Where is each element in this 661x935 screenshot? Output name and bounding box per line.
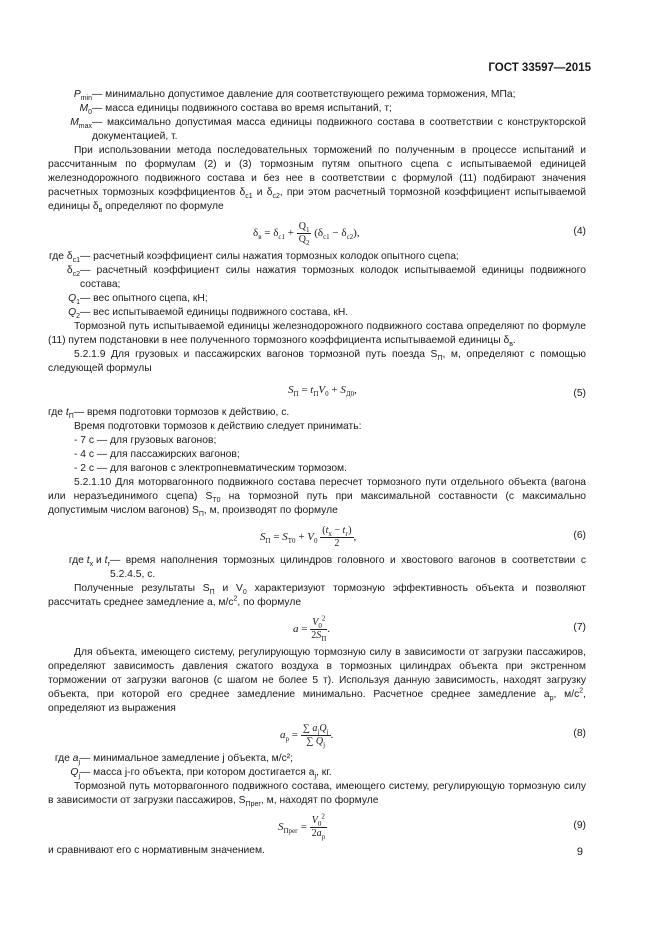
def-q2: $Q_2$ — вес испытываемой единицы подвижного состава, кН. xyxy=(68,307,349,321)
equation-7: a = $V_0^2$ $2S_П$ . (7) xyxy=(293,614,586,643)
paragraph-brake-path: Тормозной путь испытываемой единицы железнодорожного подвижного состава определяют по формуле (11) путем подстановки в нее полученного тормозного коэффициента испытываемой единицы $\delta_в$. xyxy=(48,321,586,349)
paragraph-mvps-path: Тормозной путь моторвагонного подвижного состава, имеющего систему, регулирующую тормозную силу в зависимости от загрузки пассажиров, $S_{Прег}$, м, находят по формуле xyxy=(48,781,586,809)
def-aj: где $a_j$ — минимальное замедление j объекта, м/с²; xyxy=(54,753,294,767)
def-p-min: $P_{min}$ — минимально допустимое давление для соответствующего режима торможения, МПа; xyxy=(73,89,516,103)
equation-number: (4) xyxy=(573,226,586,237)
paragraph-5-2-1-10: 5.2.1.10 Для моторвагонного подвижного состава пересчет тормозного пути отдельного объекта (вагона или неразъединимого сцепа) $S_{Т0}$ на тормозной путь при максимальной составности (с максимально допустимым числом вагонов) $S_П$, м, производят по формуле xyxy=(48,477,587,519)
equation-number: (6) xyxy=(573,530,586,541)
equation-8: $a_р$ = ∑ $a_jQ_j$ ∑ $Q_j$ . (8) xyxy=(280,723,586,749)
def-tx-tg: где $t_х$ и $t_г$ — время наполнения тормозных цилиндров головного и хвостового вагонов в соответствии с 5.2.4.5, с. xyxy=(68,555,586,580)
paragraph-load-system: Для объекта, имеющего систему, регулирующую тормозную силу в зависимости от загрузки пассажиров, определяют зависимость давления сжатого воздуха в тормозных цилиндрах объекта при экстренном торможении от загрузки вагонов (с шагом не более 5 т). Используя данную зависимость, находят загрузку объекта, при которой его среднее замедление минимально. Расчетное среднее замедление $a_р$, $м/с^2$, определяют из выражения xyxy=(48,647,587,714)
list-item: - 4 с — для пассажирских вагонов; xyxy=(74,449,240,460)
equation-number: (7) xyxy=(573,622,586,633)
list-item: - 7 с — для грузовых вагонов; xyxy=(74,435,217,446)
equation-4: $\delta_в = \delta_{c1}$ + $\frac{Q_1}{Q_2}$ $(\delta_{c1} - \delta_{c2})$, (4) xyxy=(253,221,586,247)
paragraph-prep-time: Время подготовки тормозов к действию следует принимать: xyxy=(74,421,362,432)
equation-number: (8) xyxy=(573,728,586,739)
page-body xyxy=(48,88,586,858)
def-m0: $M_0$ — масса единицы подвижного состава во время испытаний, т; xyxy=(79,103,392,117)
equation-number: (5) xyxy=(573,388,586,399)
def-delta-c2: $\delta_{с2}$ — расчетный коэффициент силы нажатия тормозных колодок испытываемой единицы подвижного состава; xyxy=(66,265,586,290)
def-q1: $Q_1$ — вес опытного сцепа, кН; xyxy=(68,293,208,307)
def-t-p: где $t_П$ — время подготовки тормозов к действию, с. xyxy=(48,407,290,421)
prep-time-list xyxy=(74,434,586,476)
def-m-max: $M_{max}$ — максимально допустимая масса единицы подвижного состава в соответствии с конструкторской документацией, т. xyxy=(70,117,586,142)
standard-code: ГОСТ 33597—2015 xyxy=(488,62,591,74)
list-item: - 2 с — для вагонов с электропневматическим тормозом. xyxy=(74,463,347,474)
def-qj: $Q_j$ — масса j-го объекта, при котором достигается $a_j$, кг. xyxy=(70,767,332,781)
page-number: 9 xyxy=(576,846,583,858)
equation-6: $S_П = S_{Т0} + V_0$ $(t_х - t_г)$ 2 , (6) xyxy=(260,525,586,549)
equation-5: $S_П = t_ПV_0 + S_{Д0}$, (5) xyxy=(288,384,586,399)
paragraph-5-2-1-9: 5.2.1.9 Для грузовых и пассажирских вагонов тормозной путь поезда $S_П$, м, определяют с помощью следующей формулы xyxy=(48,349,587,374)
paragraph-method: При использовании метода последовательных торможений по полученным в процессе испытаний и рассчитанным по формулам (2) и (3) тормозным путям опытного сцепа с испытываемой единицей железнодорожного подвижного состава и без нее в соответствии с формулой (11) подбирают значения расчетных тормозных коэффициентов $\delta_{c1}$ и $\delta_{c2}$, при этом расчетный тормозной коэффициент испытываемой единицы $\delta_в$ определяют по формуле xyxy=(48,145,586,215)
paragraph-results: Полученные результаты $S_П$ и $V_0$ характеризуют тормозную эффективность объекта и позволяют рассчитать среднее замедление a, $м/с^2$, по формуле xyxy=(48,583,587,608)
paragraph-compare: и сравнивают его с нормативным значением. xyxy=(48,845,265,856)
def-delta-c1: где $\delta_{с1}$ — расчетный коэффициент силы нажатия тормозных колодок опытного сцепа; xyxy=(48,251,459,265)
equation-9: $S_{Прег}$ = $V_0^2$ $2a_р$ (9) xyxy=(278,812,586,841)
equation-number: (9) xyxy=(573,820,586,831)
